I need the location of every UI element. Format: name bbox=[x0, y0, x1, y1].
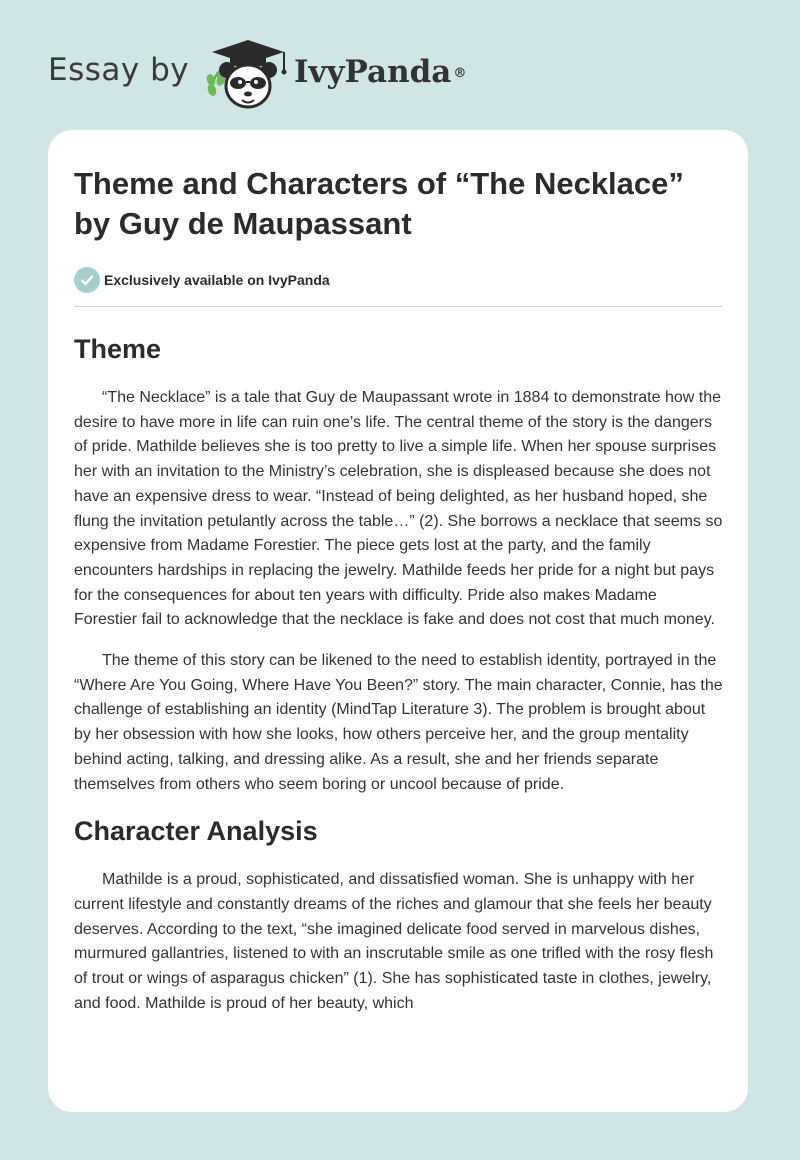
site-header bbox=[0, 0, 800, 120]
badge-label: Exclusively available on IvyPanda bbox=[104, 272, 330, 288]
paragraph: Mathilde is a proud, sophisticated, and dissatisfied woman. She is unhappy with her current lifestyle and constantly dreams of the riches and glamour that she feels her beauty deserves. According to the text, “she imagined delicate food served in marvelous dishes, murmured gallantries, listened to with an inscrutable smile as one trifled with the rosy flesh of trout or wings of asparagus chicken” (1). She has sophisticated taste in clothes, jewelry, and food. Mathilde is proud of her beauty, which bbox=[74, 871, 714, 1012]
availability-badge bbox=[74, 266, 724, 294]
brand-name: IvyPanda bbox=[294, 54, 452, 90]
section-heading-theme: Theme bbox=[74, 334, 162, 364]
brand-logo[interactable] bbox=[294, 52, 466, 92]
paragraph: “The Necklace” is a tale that Guy de Maupassant wrote in 1884 to demonstrate how the desire to have more in life can ruin one’s life. The central theme of the story is the dangers of pride. Mathilde believes she is too pretty to live a simple life. When her spouse surprises her with an invitation to the Ministry’s celebration, she is displeased because she does not have an expensive dress to wear. “Instead of being delighted, as her husband hoped, she flung the invitation petulantly across the table…” (2). She borrows a necklace that seems so expensive from Madame Forestier. The piece gets lost at the party, and the family encounters hardships in replacing the jewelry. Mathilde feeds her pride for a night but pays for the consequences for about ten years with difficulty. Pride also makes Madame Forestier fail to acknowledge that the necklace is fake and does not cost that much money. bbox=[74, 389, 723, 629]
essay-content bbox=[74, 164, 724, 1016]
checkmark-icon bbox=[74, 267, 100, 293]
divider bbox=[74, 306, 722, 307]
essay-by-label: Essay by bbox=[48, 52, 190, 88]
essay-card bbox=[48, 130, 748, 1112]
panda-graduate-icon[interactable] bbox=[200, 36, 290, 112]
paragraph: The theme of this story can be likened to the need to establish identity, portrayed in the “Where Are You Going, Where Have You Been?” story. The main character, Connie, has the challenge of establishing an identity (MindTap Literature 3). The problem is brought about by her obsession with how she looks, how others perceive her, and the group mentality behind acting, talking, and dressing alike. As a result, she and her friends separate themselves from others who seem boring or uncool because of pride. bbox=[74, 652, 723, 793]
page-title: Theme and Characters of “The Necklace” by Guy de Maupassant bbox=[74, 166, 684, 241]
registered-mark: ® bbox=[453, 66, 467, 81]
section-heading-character-analysis: Character Analysis bbox=[74, 816, 318, 847]
